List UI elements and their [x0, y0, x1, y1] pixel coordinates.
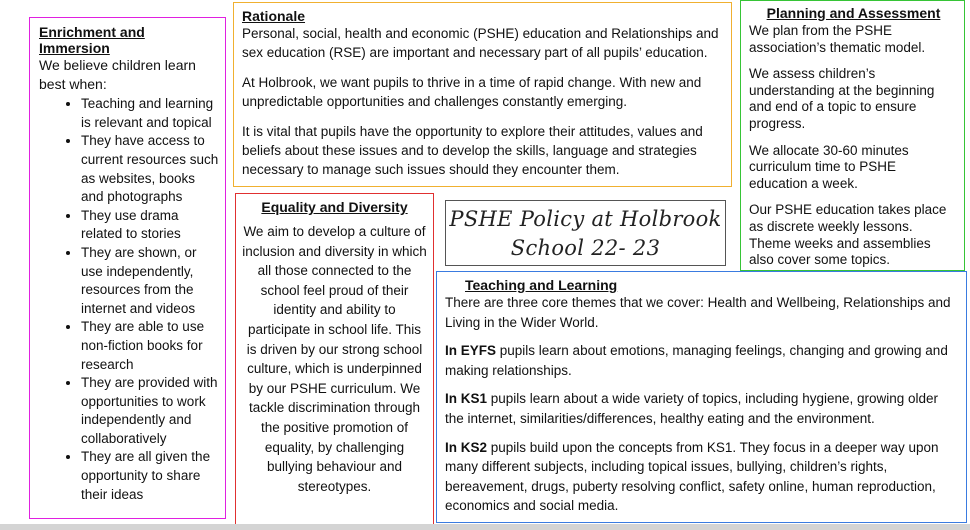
equality-text: We aim to develop a culture of inclusion and diversity in which all those connected to the school feel proud of their identity and ability to participate in school life. This is driven by our strong school culture, which is underpinned by our PSHE curriculum. We tackle discrimination through the positive promotion of equality, by challenging bullying behaviour and stereotypes.	[242, 224, 427, 494]
planning-paragraph: We allocate 30-60 minutes curriculum time to PSHE education a week.	[749, 142, 909, 191]
horizontal-scrollbar[interactable]	[0, 524, 970, 530]
list-item: • They are able to use non-fiction books for research	[81, 318, 219, 374]
planning-paragraph: Our PSHE education takes place as discrete weekly lessons. Theme weeks and assemblies also cover some topics.	[749, 202, 947, 268]
planning-title: Planning and Assessment	[766, 5, 941, 21]
planning-paragraph: We assess children’s understanding at the beginning and end of a topic to ensure progress.	[749, 66, 935, 131]
stage-label: In KS2	[445, 439, 488, 455]
rationale-title: Rationale	[242, 8, 306, 24]
policy-title-box	[445, 200, 726, 266]
stage-label: In KS1	[445, 391, 488, 407]
rationale-paragraph: At Holbrook, we want pupils to thrive in a time of rapid change. With new and unpredictable opportunities and challenges constantly emerging.	[242, 74, 702, 110]
stage-text: pupils build upon the concepts from KS1. They focus in a deeper way upon many different subjects, including topical issues, bullying, children’s rights, bereavement, drugs, puberty resolving conflict, safety online, human reproduction, economics and social media.	[445, 439, 939, 514]
equality-title: Equality and Diversity	[261, 199, 408, 215]
enrichment-list	[39, 95, 219, 504]
enrichment-intro: We believe children learn best when:	[39, 57, 196, 92]
planning-panel	[740, 0, 965, 271]
list-item: • Teaching and learning is relevant and topical	[81, 95, 219, 132]
list-item: • They have access to current resources such as websites, books and photographs	[81, 132, 219, 206]
stage-text: pupils learn about a wide variety of topics, including hygiene, growing older the internet, similarities/differences, healthy eating and the environment.	[445, 391, 939, 426]
teaching-intro: There are three core themes that we cover: Health and Wellbeing, Relationships and Living in the Wider World.	[445, 295, 951, 330]
equality-panel	[235, 193, 434, 526]
enrichment-title: Enrichment and Immersion	[39, 24, 145, 56]
planning-paragraph: We plan from the PSHE association’s thematic model.	[749, 23, 926, 55]
rationale-panel	[233, 2, 732, 187]
list-item: • They are provided with opportunities to work independently and collaboratively	[81, 374, 219, 448]
list-item: • They are shown, or use independently, resources from the internet and videos	[81, 244, 219, 318]
stage-paragraph	[445, 389, 958, 428]
teaching-title: Teaching and Learning	[465, 277, 618, 293]
policy-title-line1: PSHE Policy at Holbrook	[449, 207, 722, 231]
rationale-paragraph: Personal, social, health and economic (PSHE) education and Relationships and sex education (RSE) are important and necessary part of all pupils’ education.	[242, 26, 719, 61]
stage-paragraph	[445, 438, 958, 516]
stage-text: pupils learn about emotions, managing feelings, changing and growing and making relationships.	[445, 343, 948, 378]
rationale-paragraph: It is vital that pupils have the opportunity to explore their attitudes, values and beliefs about these issues and to develop the skills, language and strategies necessary to manage such issues should they encounter them.	[242, 123, 703, 178]
policy-title-line2: School 22- 23	[510, 236, 661, 260]
list-item: • They are all given the opportunity to share their ideas	[81, 448, 219, 504]
teaching-panel	[436, 271, 967, 523]
enrichment-panel	[29, 17, 226, 519]
stage-paragraph	[445, 341, 958, 380]
list-item: • They use drama related to stories	[81, 207, 219, 244]
stage-label: In EYFS	[445, 343, 497, 359]
